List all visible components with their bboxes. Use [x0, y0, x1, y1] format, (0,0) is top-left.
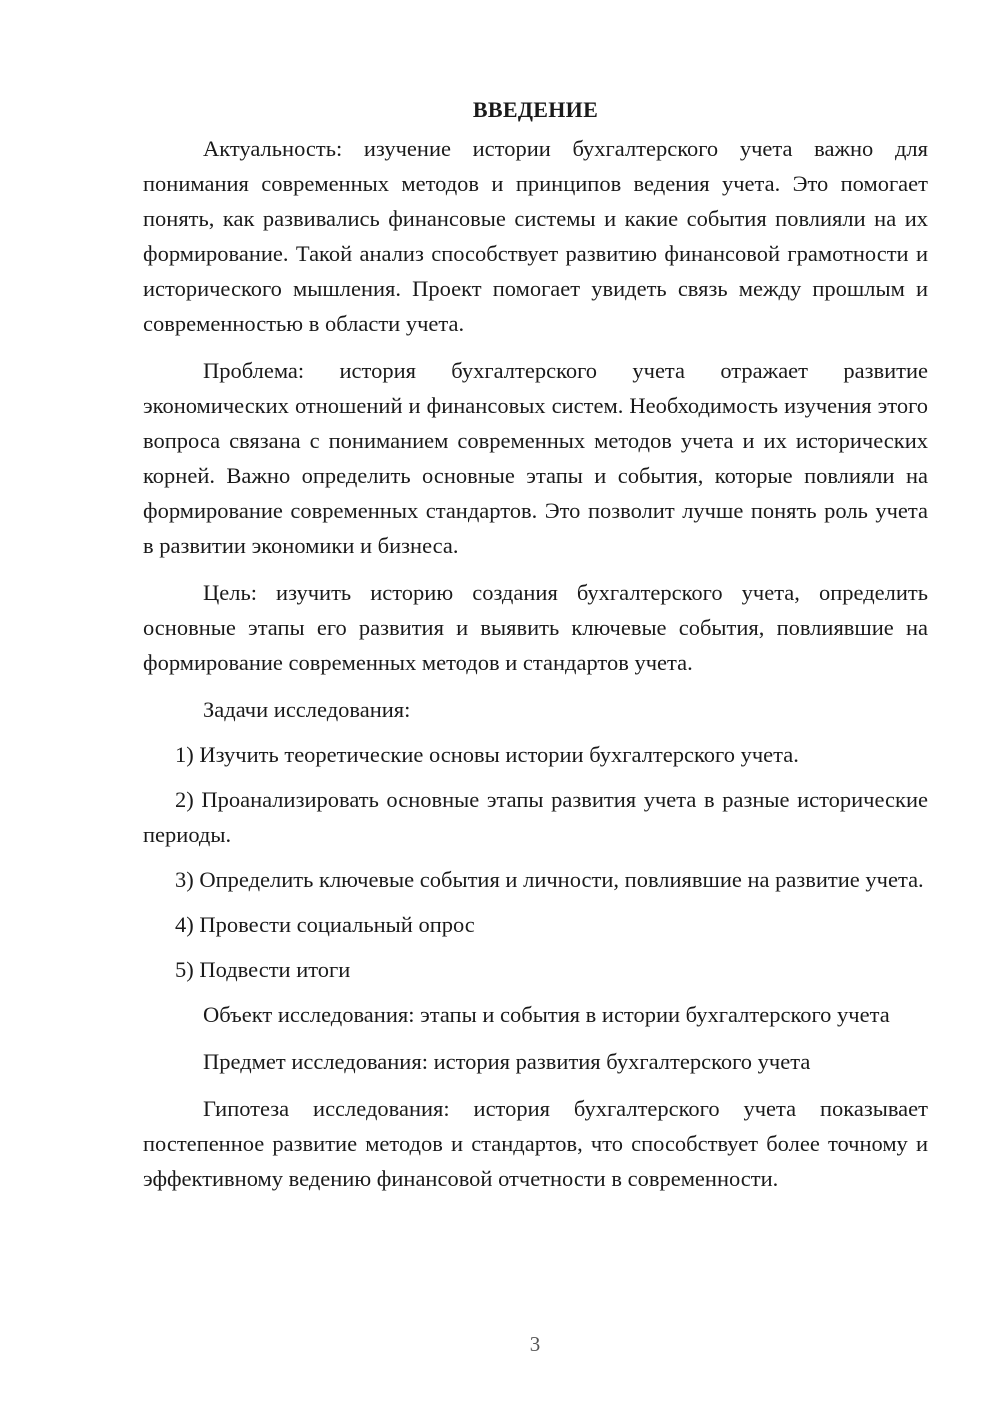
document-page	[143, 92, 928, 1208]
research-object: Объект исследования: этапы и события в истории бухгалтерского учета	[203, 1002, 890, 1027]
section-title: ВВЕДЕНИЕ	[472, 97, 599, 122]
task-item-3: 3) Определить ключевые события и личности, повлиявшие на развитие учета.	[175, 867, 924, 892]
task-item-1: 1) Изучить теоретические основы истории бухгалтерского учета.	[175, 742, 799, 767]
research-hypothesis: Гипотеза исследования: история бухгалтерского учета показывает постепенное развитие методов и стандартов, что способствует более точному и эффективному ведению финансовой отчетности в современности.	[143, 1096, 928, 1191]
research-subject: Предмет исследования: история развития бухгалтерского учета	[203, 1049, 811, 1074]
task-item-5: 5) Подвести итоги	[175, 957, 351, 982]
paragraph-relevance: Актуальность: изучение истории бухгалтерского учета важно для понимания современных методов и принципов ведения учета. Это помогает понять, как развивались финансовые системы и какие события повлияли на их формирование. Такой анализ способствует развитию финансовой грамотности и исторического мышления. Проект помогает увидеть связь между прошлым и современностью в области учета.	[143, 136, 928, 336]
tasks-heading: Задачи исследования:	[203, 697, 411, 722]
task-item-2: 2) Проанализировать основные этапы развития учета в разные исторические периоды.	[143, 787, 928, 847]
task-item-4: 4) Провести социальный опрос	[175, 912, 475, 937]
paragraph-goal: Цель: изучить историю создания бухгалтерского учета, определить основные этапы его развития и выявить ключевые события, повлиявшие на формирование современных методов и стандартов учета.	[143, 580, 928, 675]
page-number: 3	[529, 1332, 541, 1356]
paragraph-problem: Проблема: история бухгалтерского учета отражает развитие экономических отношений и финансовых систем. Необходимость изучения этого вопроса связана с пониманием современных методов учета и их исторических корней. Важно определить основные этапы и события, которые повлияли на формирование современных стандартов. Это позволит лучше понять роль учета в развитии экономики и бизнеса.	[143, 358, 928, 558]
